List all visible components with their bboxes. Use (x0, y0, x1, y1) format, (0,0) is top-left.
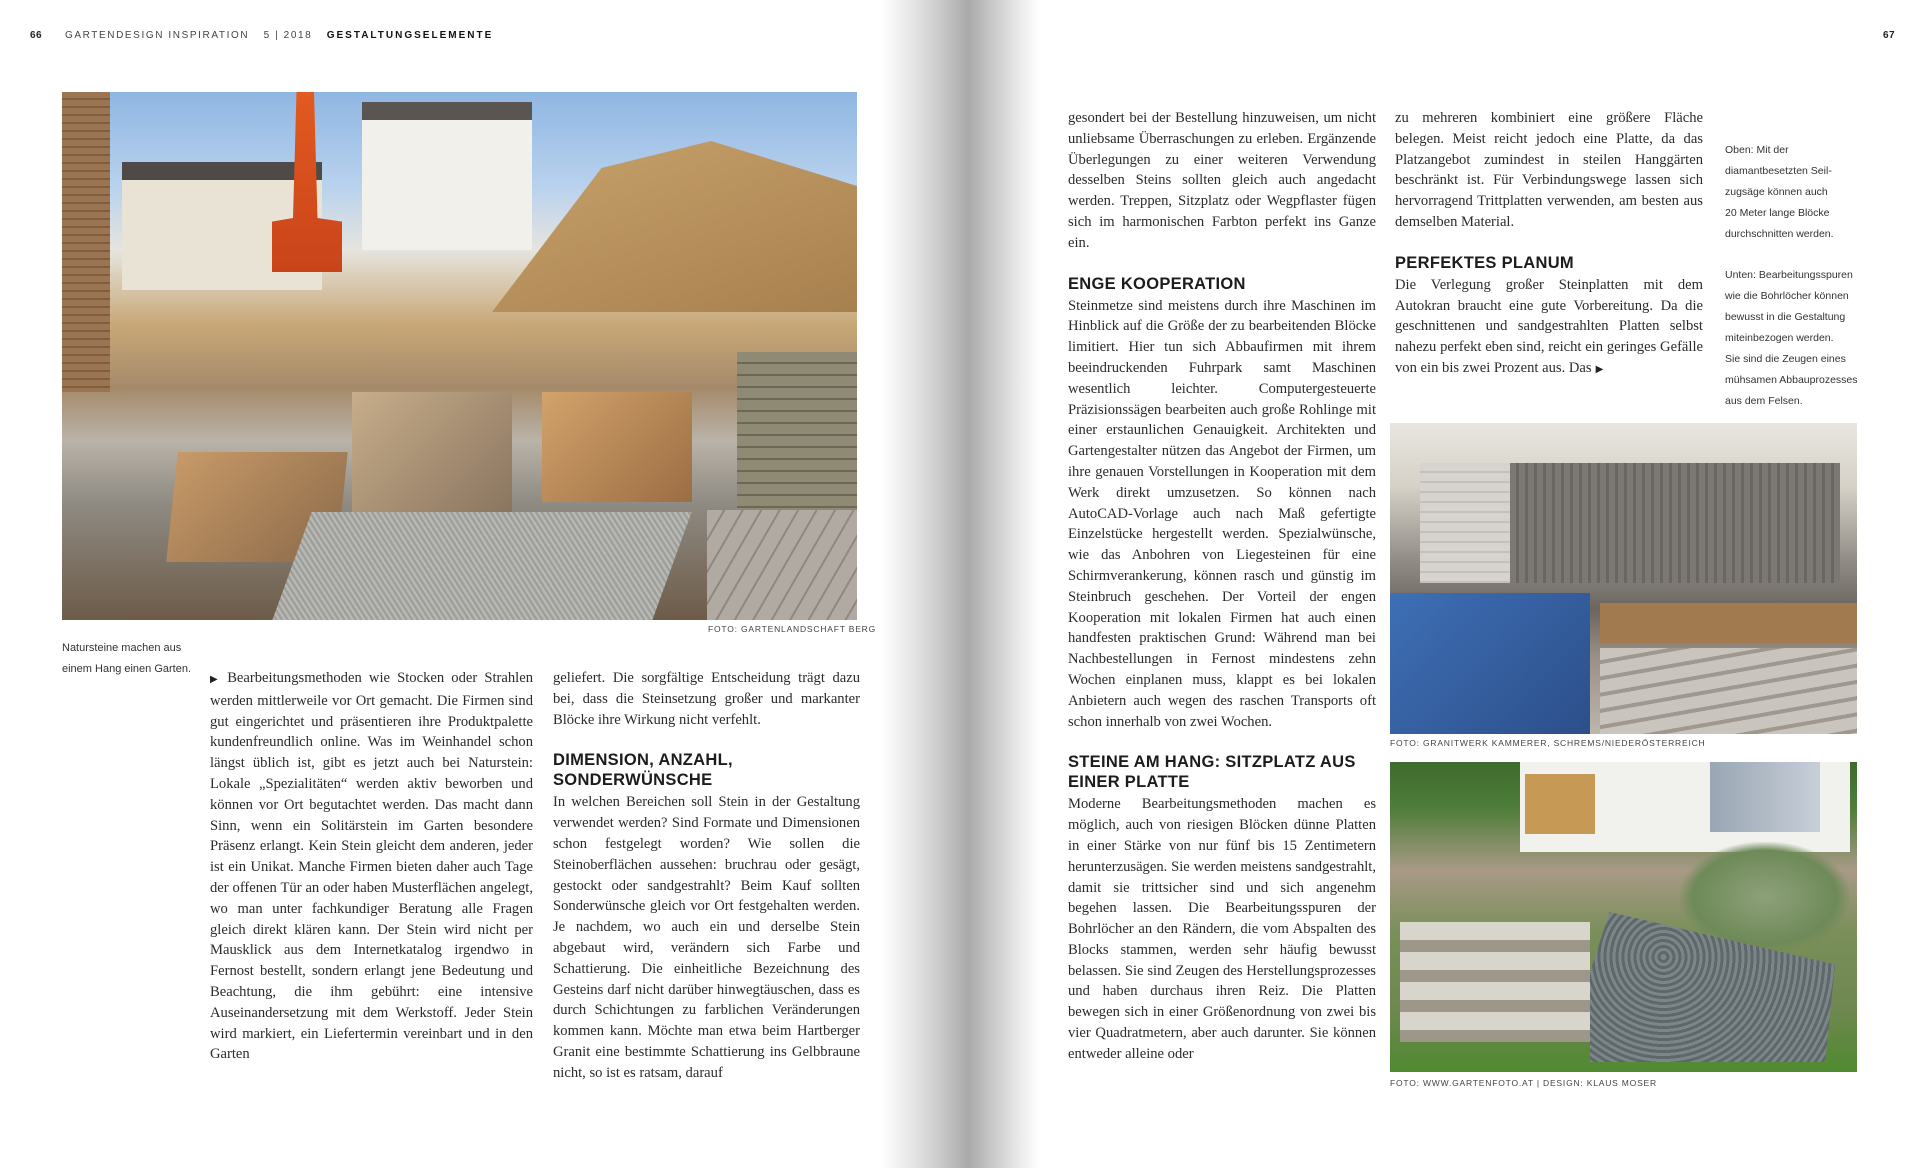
wooden-beam (1600, 603, 1857, 643)
photo-stone-saw (1390, 423, 1857, 734)
page-number-right: 67 (1883, 30, 1896, 41)
caption-line: miteinbezogen werden. (1725, 332, 1834, 344)
stone-block-cut-face (1420, 463, 1515, 583)
caption-line: zugsäge können auch (1725, 186, 1828, 198)
white-house (362, 102, 532, 250)
gravel-bed (272, 512, 691, 620)
paving-stones (707, 510, 857, 620)
stone-steps (1400, 922, 1590, 1042)
caption-line: Unten: Bearbeitungsspuren (1725, 269, 1853, 281)
photo-garden (1390, 762, 1857, 1072)
photo-credit-garden: FOTO: WWW.GARTENFOTO.AT | DESIGN: KLAUS MOSER (1390, 1078, 1657, 1088)
caption-line: durchschnitten werden. (1725, 228, 1834, 240)
caption-line: mühsamen Abbauprozesses (1725, 374, 1858, 386)
photo-credit-saw: FOTO: GRANITWERK KAMMERER, SCHREMS/NIEDERÖSTERREICH (1390, 738, 1706, 748)
section-title: GESTALTUNGSELEMENTE (326, 30, 494, 41)
stone-wall (737, 352, 857, 522)
article-column-2 (553, 668, 860, 1084)
issue-number: 5 | 2018 (263, 30, 313, 41)
article-column-4 (1395, 108, 1703, 381)
heading-kooperation: ENGE KOOPERATION (1068, 274, 1246, 293)
rails (1600, 648, 1857, 734)
garden-shed (1525, 774, 1595, 834)
article-column-1 (210, 668, 533, 1065)
photo-credit-main: FOTO: GARTENLANDSCHAFT BERG (708, 624, 877, 634)
caption-main (62, 638, 191, 680)
continue-arrow-icon: ▶ (1595, 363, 1604, 375)
caption-line: wie die Bohrlöcher können (1725, 290, 1849, 302)
article-text: Steinmetze sind meistens durch ihre Maschinen im Hinblick auf die Größe der zu bearbeitenden Blöcke limitiert. Hier tun sich Abbaufirmen mit ihrem beeindruckenden Fuhrpark samt Maschinen wesentlich leichter. Computergesteuerte Präzisionssägen bearbeiten auch große Rohlinge mit einer erstaunlichen Genauigkeit. Architekten und Gartengestalter nützen das Angebot der Firmen, um ihre genauen Vorstellungen in Kooperation mit dem Werk direkt umzusetzen. So können nach AutoCAD-Vorlage auch nach Maß gefertigte Einzelstücke hergestellt werden. Spezialwünsche, wie das Anbohren von Liegesteinen für eine Schirmverankerung, können rasch und günstig im Steinbruch geschehen. Der Vorteil der engen Kooperation mit lokalen Firmen hat auch einen handfesten praktischen Grund: Während man bei Nachbestellungen in Fernost mindestens zehn Wochen einplanen muss, klappt es bei lokalen Anbietern auch wegen des raschen Transports oft schon innerhalb von zwei Wochen. (1068, 297, 1376, 730)
brick-chimney (62, 92, 110, 392)
article-text: Moderne Bearbeitungsmethoden machen es möglich, auch von riesigen Blöcken dünne Platten in einer Stärke von nur fünf bis 15 Zentimetern herunterzusägen. Sie werden meistens sandgestrahlt, damit sie trittsicher sind und sich angenehm begehen lassen. Die Bearbeitungsspuren der Bohrlöcher an den Rändern, die vom Abspalten des Blocks stammen, werden sehr häufig bewusst belassen. Sie sind Zeugen des Herstellungsprozesses und haben durchaus ihren Reiz. Die Platten bewegen sich in einer Größenordnung von zwei bis vier Quadratmetern, aber auch darunter. Sie können entweder alleine oder (1068, 796, 1376, 1062)
article-text: gesondert bei der Bestellung hinzuweisen, um nicht unliebsame Überraschungen zu erleben. Ergänzende Überlegungen zu einer weiteren Verwendung desselben Steins sollten gleich auch angedacht werden. Treppen, Sitzplatz oder Wegpflaster fügen sich im harmonischen Farbton perfekt ins Ganze ein. (1068, 110, 1376, 251)
article-column-3 (1068, 108, 1376, 1065)
article-text: Bearbeitungsmethoden wie Stocken oder Strahlen werden mittlerweile vor Ort gemacht. Die Firmen sind gut eingerichtet und präsentieren ihre Produktpalette kundenfreundlich online. Was im Weinhandel schon längst üblich ist, gibt es jetzt auch bei Naturstein: Lokale „Spezialitäten“ werden aktiv beworben und können vor Ort begutachtet werden. Das macht dann Sinn, wenn ein Solitärstein im Garten besondere Präsenz erlangt. Kein Stein gleicht dem anderen, jeder ist ein Unikat. Manche Firmen bieten daher auch Tage der offenen Tür an oder haben Musterflächen angelegt, wo man unter fachkundiger Beratung alle Fragen gleich direkt klären kann. Der Stein wird nicht per Mausklick aus dem Internetkatalog irgendwo in Fernost bestellt, sondern erlangt jene Bedeutung und Beachtung, die ihm gebührt: eine intensive Auseinandersetzung mit dem Werkstoff. Jeder Stein wird markiert, ein Liefertermin vereinbart und in den Garten (210, 670, 533, 1063)
dirt-mound (492, 132, 857, 312)
caption-line: aus dem Felsen. (1725, 395, 1803, 407)
heading-hang: STEINE AM HANG: SITZPLATZ AUS EINER PLATTE (1068, 753, 1356, 792)
caption-line: Natursteine machen aus (62, 642, 182, 654)
caption-line: diamantbesetzten Seil- (1725, 165, 1832, 177)
article-text: zu mehreren kombiniert eine größere Fläche belegen. Meist reicht jedoch eine Platte, da das Platzangebot zumindest in steilen Hanggärten beschränkt ist. Für Verbindungswege lassen sich hervorragend Trittplatten verwenden, am besten aus demselben Material. (1395, 110, 1703, 230)
heading-planum: PERFEKTES PLANUM (1395, 253, 1574, 272)
caption-line: Sie sind die Zeugen eines (1725, 353, 1846, 365)
caption-line: Oben: Mit der (1725, 144, 1789, 156)
caption-line: bewusst in die Gestaltung (1725, 311, 1846, 323)
caption-bottom (1725, 265, 1858, 412)
article-text: In welchen Bereichen soll Stein in der Gestaltung verwendet werden? Sind Formate und Dimensionen schon festgelegt worden? Wie sollen die Steinoberflächen aussehen: bruchrau oder gesägt, gestockt oder sandgestrahlt? Beim Kauf sollten Sonderwünsche gleich vor Ort festgehalten werden. Je nachdem, wo auch ein und derselbe Stein abgebaut wird, verändern sich Farbe und Schattierung. Die einheitliche Bezeichnung des Gesteins darf nicht darüber hinwegtäuschen, dass es durch Schichtungen zu farblichen Veränderungen kommen kann. Möchte man etwa beim Hartberger Granit eine bestimmte Schattierung ins Gelbbraune nicht, so ist es ratsam, darauf (553, 794, 860, 1081)
book-gutter-shadow (880, 0, 1040, 1168)
continue-arrow-icon: ▶ (210, 674, 222, 685)
stone-block (352, 392, 512, 512)
caption-top (1725, 140, 1834, 245)
caption-line: einem Hang einen Garten. (62, 663, 192, 675)
article-text: geliefert. Die sorgfältige Entscheidung trägt dazu bei, dass die Steinsetzung großer und markanter Blöcke ihre Wirkung nicht verfehlt. (553, 670, 860, 728)
saw-machine-frame (1390, 593, 1590, 734)
stone-block (1510, 463, 1840, 583)
article-text: Die Verlegung großer Steinplatten mit dem Autokran braucht eine gute Vorbereitung. Da die geschnittenen und sandgestrahlten Platten selbst nahezu perfekt eben sind, reicht ein geringes Gefälle von ein bis zwei Prozent aus. Das (1395, 276, 1703, 376)
stone-block (542, 392, 692, 502)
running-header (65, 30, 493, 41)
heading-dimension: DIMENSION, ANZAHL, SONDERWÜNSCHE (553, 751, 733, 790)
caption-line: 20 Meter lange Blöcke (1725, 207, 1830, 219)
main-photo-construction (62, 92, 857, 620)
page-number-left: 66 (30, 30, 43, 41)
magazine-title: GARTENDESIGN INSPIRATION (65, 30, 250, 41)
house-window (1710, 762, 1820, 832)
